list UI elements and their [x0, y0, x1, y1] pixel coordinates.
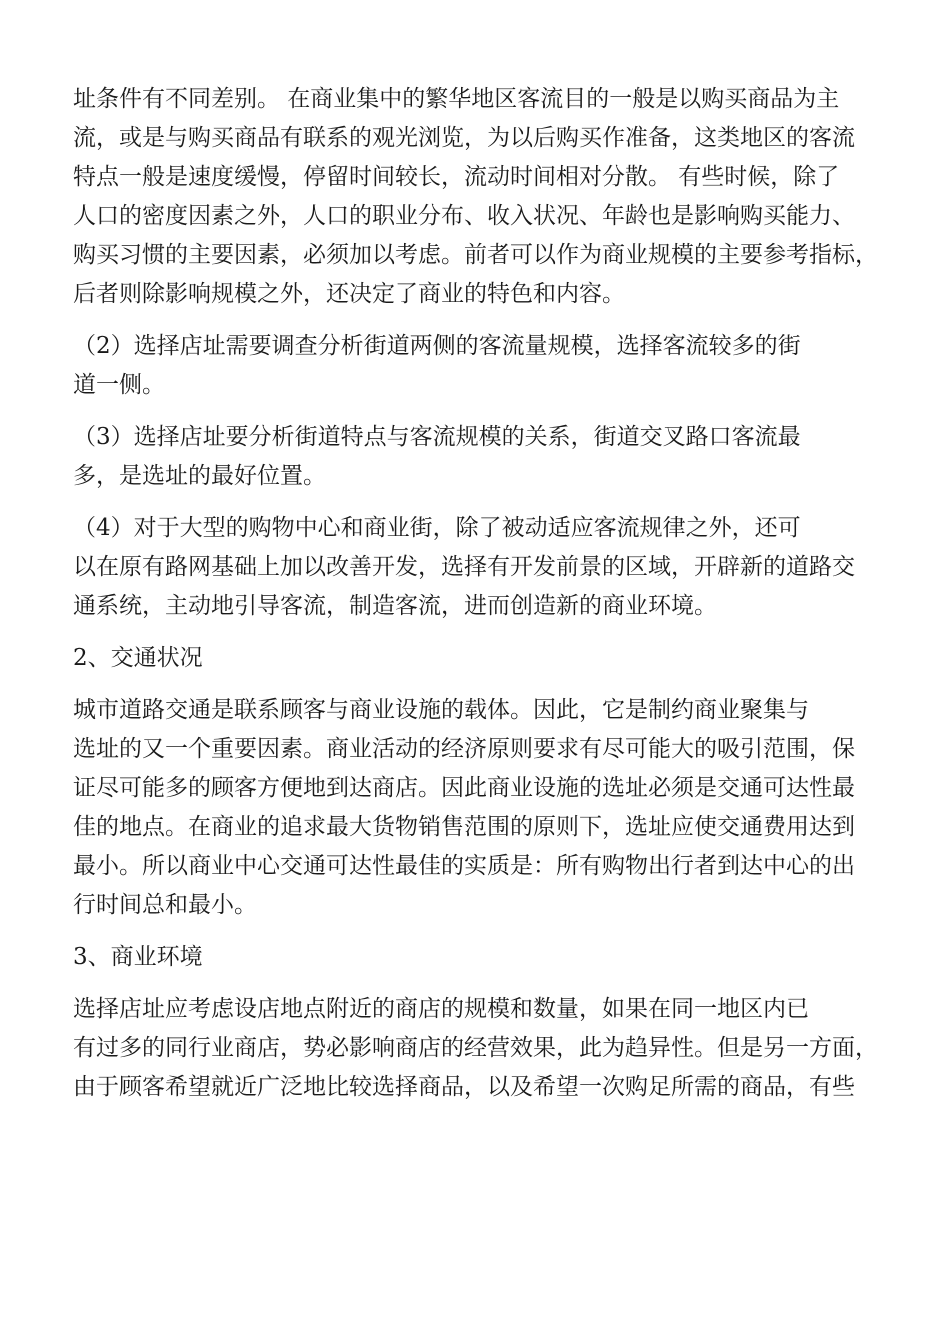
paragraph-item-2: [73, 327, 889, 405]
section-heading-traffic: [73, 639, 889, 678]
document-page: [73, 80, 889, 1107]
heading-line: 2、交通状况: [73, 645, 203, 671]
text-line: 人口的密度因素之外，人口的职业分布、收入状况、年龄也是影响购买能力、: [73, 203, 855, 229]
section-heading-environment: [73, 938, 889, 977]
text-line: 有过多的同行业商店，势必影响商店的经营效果，此为趋异性。但是另一方面，: [73, 1035, 878, 1061]
heading-line: 3、商业环境: [73, 944, 203, 970]
text-line: 流，或是与购买商品有联系的观光浏览，为以后购买作准备，这类地区的客流: [73, 125, 855, 151]
paragraph-environment: [73, 990, 889, 1107]
text-line: 佳的地点。在商业的追求最大货物销售范围的原则下，选址应使交通费用达到: [73, 814, 855, 840]
text-line: （2）选择店址需要调查分析街道两侧的客流量规模，选择客流较多的街: [73, 333, 801, 359]
text-line: 后者则除影响规模之外，还决定了商业的特色和内容。: [73, 281, 625, 307]
text-line: 由于顾客希望就近广泛地比较选择商品，以及希望一次购足所需的商品，有些: [73, 1074, 855, 1100]
paragraph-item-4: [73, 509, 889, 626]
text-line: 特点一般是速度缓慢，停留时间较长，流动时间相对分散。 有些时候，除了: [73, 164, 840, 190]
paragraph-item-3: [73, 418, 889, 496]
text-line: 以在原有路网基础上加以改善开发，选择有开发前景的区域，开辟新的道路交: [73, 554, 855, 580]
text-line: 购买习惯的主要因素，必须加以考虑。前者可以作为商业规模的主要参考指标，: [73, 242, 878, 268]
text-line: 选址的又一个重要因素。商业活动的经济原则要求有尽可能大的吸引范围，保: [73, 736, 855, 762]
text-line: 城市道路交通是联系顾客与商业设施的载体。因此，它是制约商业聚集与: [73, 697, 809, 723]
text-line: （4）对于大型的购物中心和商业街，除了被动适应客流规律之外，还可: [73, 515, 801, 541]
text-line: 行时间总和最小。: [73, 892, 257, 918]
text-line: 选择店址应考虑设店地点附近的商店的规模和数量，如果在同一地区内已: [73, 996, 809, 1022]
paragraph-continuation: [73, 80, 889, 314]
text-line: 证尽可能多的顾客方便地到达商店。因此商业设施的选址必须是交通可达性最: [73, 775, 855, 801]
paragraph-traffic: [73, 691, 889, 925]
text-line: 多，是选址的最好位置。: [73, 463, 326, 489]
text-line: （3）选择店址要分析街道特点与客流规模的关系，街道交叉路口客流最: [73, 424, 801, 450]
text-line: 通系统，主动地引导客流，制造客流，进而创造新的商业环境。: [73, 593, 717, 619]
text-line: 道一侧。: [73, 372, 165, 398]
text-line: 址条件有不同差别。 在商业集中的繁华地区客流目的一般是以购买商品为主: [73, 86, 840, 112]
text-line: 最小。所以商业中心交通可达性最佳的实质是：所有购物出行者到达中心的出: [73, 853, 855, 879]
